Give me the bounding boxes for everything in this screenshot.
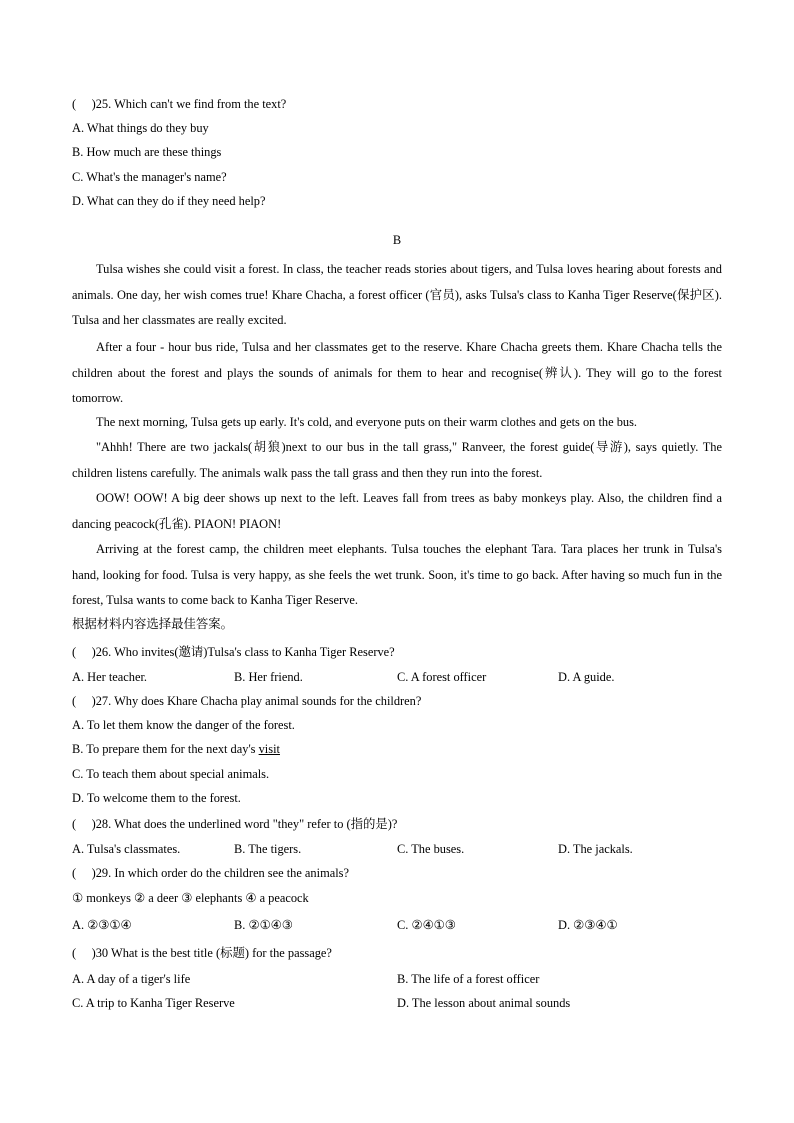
instruction: 根据材料内容选择最佳答案。 xyxy=(72,617,234,631)
question-29-option-a: A. ②③①④ xyxy=(72,918,132,932)
question-25-stem: ( )25. Which can't we find from the text? xyxy=(72,97,287,111)
question-30-option-a: A. A day of a tiger's life xyxy=(72,972,191,986)
passage-paragraph-2: After a four - hour bus ride, Tulsa and her classmates get to the reserve. Khare Chacha greets them. Khare Chacha tells the children about the forest and plays the sounds of animals for them to hear and recognise(辨认). They will go to the forest tomorrow. xyxy=(72,340,722,405)
question-30-option-b: B. The life of a forest officer xyxy=(397,972,540,986)
passage-paragraph-1: Tulsa wishes she could visit a forest. In class, the teacher reads stories about tigers, and Tulsa loves hearing about forests and animals. One day, her wish comes true! Khare Chacha, a forest officer (官员), asks Tulsa's class to Kanha Tiger Reserve(保护区). Tulsa and her classmates are really excited. xyxy=(72,262,722,327)
question-29-options xyxy=(72,917,722,933)
question-30-option-d: D. The lesson about animal sounds xyxy=(397,996,571,1010)
question-28-stem: ( )28. What does the underlined word "they" refer to (指的是)? xyxy=(72,817,398,831)
question-30-options-row-1 xyxy=(72,971,722,987)
question-27-option-a: A. To let them know the danger of the forest. xyxy=(72,718,295,732)
question-26-stem: ( )26. Who invites(邀请)Tulsa's class to Kanha Tiger Reserve? xyxy=(72,645,395,659)
passage-paragraph-6: Arriving at the forest camp, the children meet elephants. Tulsa touches the elephant Tara. Tara places her trunk in Tulsa's hand, looking for food. Tulsa is very happy, as she feels the wet trunk. Soon, it's time to go back. After having so much fun in the forest, Tulsa wants to come back to Kanha Tiger Reserve. xyxy=(72,542,722,607)
question-26-options xyxy=(72,669,722,685)
question-29-option-c: C. ②④①③ xyxy=(397,918,456,932)
question-27-stem: ( )27. Why does Khare Chacha play animal sounds for the children? xyxy=(72,694,422,708)
underlined-word: visit xyxy=(258,742,280,756)
passage-paragraph-4: "Ahhh! There are two jackals(胡狼)next to our bus in the tall grass," Ranveer, the forest guide(导游), says quietly. The children listens carefully. The animals walk pass the tall grass and then they run into the forest. xyxy=(72,440,722,480)
question-28-option-d: D. The jackals. xyxy=(558,842,633,856)
question-27-option-b xyxy=(72,741,722,757)
question-30-stem: ( )30 What is the best title (标题) for the passage? xyxy=(72,946,332,960)
question-29-stem: ( )29. In which order do the children see the animals? xyxy=(72,866,349,880)
section-heading: B xyxy=(392,233,402,247)
question-28-options xyxy=(72,841,722,857)
passage-paragraph-3: The next morning, Tulsa gets up early. It's cold, and everyone puts on their warm clothes and gets on the bus. xyxy=(96,415,638,429)
question-28-option-a: A. Tulsa's classmates. xyxy=(72,842,181,856)
question-26-option-c: C. A forest officer xyxy=(397,670,487,684)
question-27-option-b-text: B. To prepare them for the next day's xyxy=(72,742,259,756)
question-27-option-c: C. To teach them about special animals. xyxy=(72,767,270,781)
question-29-items: ① monkeys ② a deer ③ elephants ④ a peacock xyxy=(72,891,309,905)
passage-paragraph-5: OOW! OOW! A big deer shows up next to the left. Leaves fall from trees as baby monkeys play. Also, the children find a dancing peacock(孔雀). PIAON! PIAON! xyxy=(72,491,722,531)
question-25-option-a: A. What things do they buy xyxy=(72,121,209,135)
question-25-option-c: C. What's the manager's name? xyxy=(72,170,227,184)
question-26-option-a: A. Her teacher. xyxy=(72,670,147,684)
question-29-option-d: D. ②③④① xyxy=(558,918,618,932)
question-27-option-d: D. To welcome them to the forest. xyxy=(72,791,241,805)
question-25-option-d: D. What can they do if they need help? xyxy=(72,194,266,208)
question-25-option-b: B. How much are these things xyxy=(72,145,222,159)
question-28-option-b: B. The tigers. xyxy=(234,842,302,856)
question-30-options-row-2 xyxy=(72,995,722,1011)
question-28-option-c: C. The buses. xyxy=(397,842,465,856)
question-29-option-b: B. ②①④③ xyxy=(234,918,293,932)
question-26-option-b: B. Her friend. xyxy=(234,670,303,684)
question-26-option-d: D. A guide. xyxy=(558,670,615,684)
question-30-option-c: C. A trip to Kanha Tiger Reserve xyxy=(72,996,235,1010)
